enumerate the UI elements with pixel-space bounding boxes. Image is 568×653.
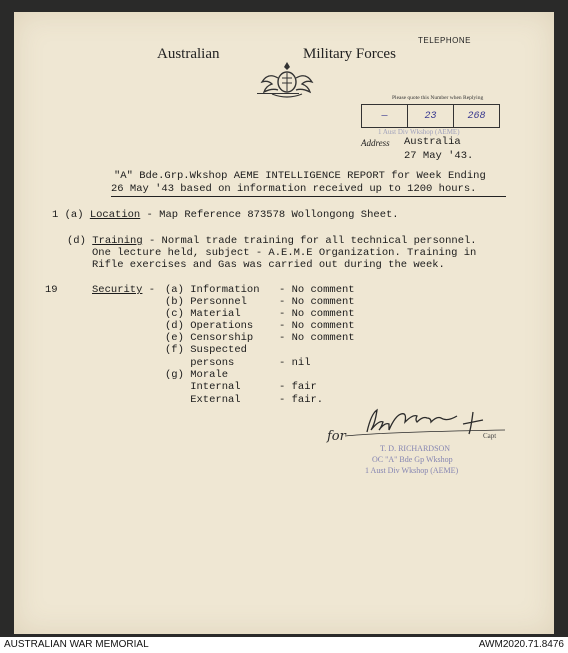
security-row: (e) Censorship: [165, 332, 254, 344]
faint-unit-stamp: 1 Aust Div Wkshop (AEME): [378, 128, 460, 136]
security-value: - No comment: [279, 320, 355, 332]
training-text-2: One lecture held, subject - A.E.M.E Organization. Training in: [92, 247, 477, 259]
footer-institution: AUSTRALIAN WAR MEMORIAL: [4, 639, 149, 650]
security-row: (b) Personnel: [165, 296, 247, 308]
report-title-line-2: 26 May '43 based on information received up to 1200 hours.: [111, 183, 477, 195]
security-row: (g) Morale: [165, 369, 229, 381]
security-row: (f) Suspected: [165, 344, 247, 356]
security-number: 19: [45, 284, 58, 296]
handwritten-signature: [315, 400, 515, 450]
security-row: (a) Information: [165, 284, 260, 296]
letterhead-left: Australian: [157, 46, 220, 62]
security-row: Internal: [165, 381, 241, 393]
training-number: (d): [67, 235, 86, 247]
security-row: External: [165, 394, 241, 406]
security-value: - No comment: [279, 296, 355, 308]
ref-cell-2: 23: [408, 105, 454, 127]
training-label: Training: [92, 235, 143, 247]
security-value: - No comment: [279, 308, 355, 320]
letterhead-right: Military Forces: [303, 46, 396, 62]
location-item: [52, 209, 399, 221]
telephone-label: TELEPHONE: [418, 36, 471, 45]
stamp-line-2: OC "A" Bde Gp Wkshop: [372, 455, 453, 464]
security-value: - No comment: [279, 332, 355, 344]
security-value: - fair: [279, 381, 317, 393]
training-item: [67, 235, 477, 247]
security-value: - nil: [279, 357, 311, 369]
signature-rank: Capt: [483, 432, 497, 440]
address-label: Address: [361, 138, 390, 148]
security-value: - No comment: [279, 284, 355, 296]
location-label: Location: [89, 209, 141, 221]
security-value: - fair.: [279, 394, 324, 406]
signature-for: for: [327, 429, 346, 444]
stamp-line-3: 1 Aust Div Wkshop (AEME): [365, 466, 459, 475]
location-text: - Map Reference 873578 Wollongong Sheet.: [140, 209, 399, 221]
security-label: Security: [92, 284, 143, 296]
reference-number-box: [361, 104, 500, 128]
security-row: persons: [165, 357, 235, 369]
report-title-line-1: "A" Bde.Grp.Wkshop AEME INTELLIGENCE REPORT for Week Ending: [114, 170, 486, 182]
training-text-1: - Normal trade training for all technical personnel.: [142, 235, 477, 247]
quote-number-note: Please quote this Number when Replying: [392, 95, 484, 101]
ref-cell-1: —: [362, 105, 408, 127]
ref-cell-3: 268: [467, 110, 486, 122]
crest-underline: [257, 93, 299, 94]
location-number: 1 (a): [52, 209, 84, 221]
footer-accession-number: AWM2020.71.8476: [478, 639, 564, 650]
security-row: (d) Operations: [165, 320, 254, 332]
training-text-3: Rifle exercises and Gas was carried out during the week.: [92, 259, 445, 271]
stamp-name: T. D. RICHARDSON: [380, 444, 451, 453]
title-underline: [111, 196, 506, 197]
report-date: 27 May '43.: [404, 150, 474, 162]
security-heading: Security -: [92, 284, 156, 296]
address-place: Australia: [404, 136, 461, 148]
security-row: (c) Material: [165, 308, 241, 320]
archive-footer: [0, 637, 568, 653]
